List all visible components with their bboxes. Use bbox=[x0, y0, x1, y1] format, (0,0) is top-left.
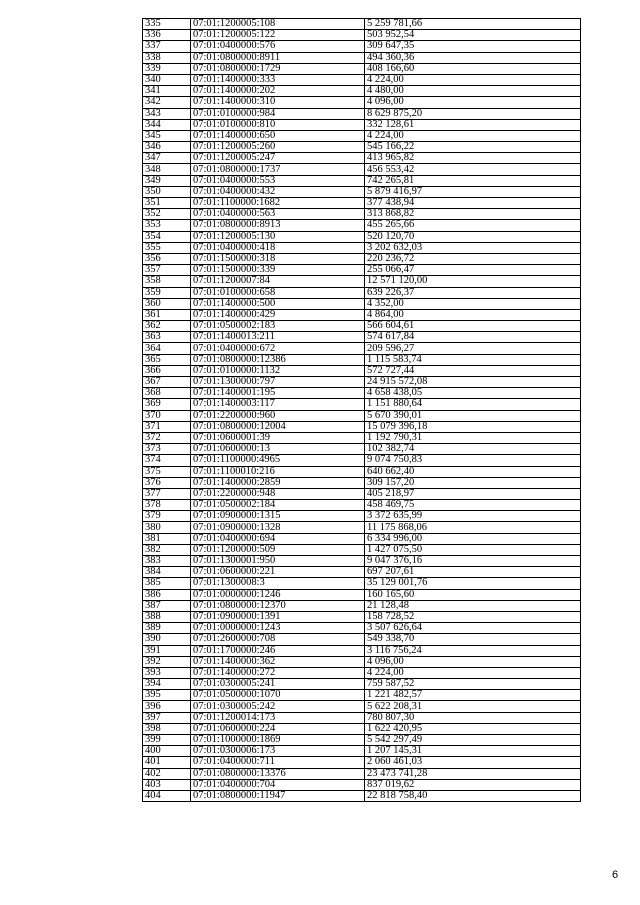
row-index-cell: 360 bbox=[143, 298, 191, 309]
cadastral-number-cell: 07:01:2600000:708 bbox=[191, 634, 365, 645]
row-index-cell: 402 bbox=[143, 768, 191, 779]
cadastral-number-cell: 07:01:1200005:122 bbox=[191, 30, 365, 41]
cadastral-number-cell: 07:01:1300001:950 bbox=[191, 556, 365, 567]
table-row bbox=[143, 533, 581, 544]
cadastral-number-cell: 07:01:0800000:12370 bbox=[191, 600, 365, 611]
table-row bbox=[143, 119, 581, 130]
row-index-cell: 368 bbox=[143, 388, 191, 399]
cadastral-value-cell: 759 587,52 bbox=[365, 679, 581, 690]
cadastral-value-cell: 455 265,66 bbox=[365, 220, 581, 231]
cadastral-value-cell: 5 670 390,01 bbox=[365, 410, 581, 421]
cadastral-number-cell: 07:01:0800000:1729 bbox=[191, 63, 365, 74]
table-row bbox=[143, 466, 581, 477]
cadastral-number-cell: 07:01:1400000:429 bbox=[191, 309, 365, 320]
table-row bbox=[143, 410, 581, 421]
row-index-cell: 373 bbox=[143, 444, 191, 455]
table-row bbox=[143, 600, 581, 611]
row-index-cell: 382 bbox=[143, 544, 191, 555]
cadastral-number-cell: 07:01:1400000:202 bbox=[191, 86, 365, 97]
row-index-cell: 394 bbox=[143, 679, 191, 690]
row-index-cell: 351 bbox=[143, 198, 191, 209]
row-index-cell: 370 bbox=[143, 410, 191, 421]
cadastral-value-cell: 209 596,27 bbox=[365, 343, 581, 354]
row-index-cell: 404 bbox=[143, 790, 191, 801]
cadastral-number-cell: 07:01:1200007:84 bbox=[191, 276, 365, 287]
row-index-cell: 354 bbox=[143, 231, 191, 242]
cadastral-number-cell: 07:01:0900000:1391 bbox=[191, 611, 365, 622]
row-index-cell: 395 bbox=[143, 690, 191, 701]
row-index-cell: 372 bbox=[143, 432, 191, 443]
table-row bbox=[143, 86, 581, 97]
cadastral-number-cell: 07:01:0800000:8911 bbox=[191, 52, 365, 63]
cadastral-value-cell: 1 192 790,31 bbox=[365, 432, 581, 443]
cadastral-value-cell: 3 372 635,99 bbox=[365, 511, 581, 522]
table-row bbox=[143, 768, 581, 779]
table-row bbox=[143, 712, 581, 723]
row-index-cell: 392 bbox=[143, 656, 191, 667]
cadastral-number-cell: 07:01:0800000:12004 bbox=[191, 421, 365, 432]
table-row bbox=[143, 377, 581, 388]
row-index-cell: 356 bbox=[143, 253, 191, 264]
table-row bbox=[143, 623, 581, 634]
table-row bbox=[143, 432, 581, 443]
cadastral-value-cell: 4 480,00 bbox=[365, 86, 581, 97]
row-index-cell: 387 bbox=[143, 600, 191, 611]
cadastral-value-cell: 503 952,54 bbox=[365, 30, 581, 41]
cadastral-value-cell: 309 647,35 bbox=[365, 41, 581, 52]
cadastral-number-cell: 07:01:1100000:1682 bbox=[191, 198, 365, 209]
table-row bbox=[143, 611, 581, 622]
cadastral-value-cell: 4 864,00 bbox=[365, 309, 581, 320]
row-index-cell: 348 bbox=[143, 164, 191, 175]
cadastral-number-cell: 07:01:0000000:1246 bbox=[191, 589, 365, 600]
row-index-cell: 352 bbox=[143, 209, 191, 220]
cadastral-number-cell: 07:01:0900000:1315 bbox=[191, 511, 365, 522]
table-row bbox=[143, 63, 581, 74]
cadastral-number-cell: 07:01:0500002:184 bbox=[191, 500, 365, 511]
cadastral-number-cell: 07:01:1400000:310 bbox=[191, 97, 365, 108]
cadastral-value-cell: 4 224,00 bbox=[365, 667, 581, 678]
cadastral-value-cell: 102 382,74 bbox=[365, 444, 581, 455]
cadastral-number-cell: 07:01:1200014:173 bbox=[191, 712, 365, 723]
cadastral-value-table bbox=[142, 18, 581, 802]
table-row bbox=[143, 690, 581, 701]
row-index-cell: 336 bbox=[143, 30, 191, 41]
row-index-cell: 378 bbox=[143, 500, 191, 511]
table-row bbox=[143, 757, 581, 768]
cadastral-value-cell: 549 338,70 bbox=[365, 634, 581, 645]
cadastral-value-cell: 1 622 420,95 bbox=[365, 723, 581, 734]
cadastral-number-cell: 07:01:1200005:260 bbox=[191, 142, 365, 153]
cadastral-value-cell: 408 166,60 bbox=[365, 63, 581, 74]
table-row bbox=[143, 209, 581, 220]
cadastral-number-cell: 07:01:1700000:246 bbox=[191, 645, 365, 656]
table-row bbox=[143, 186, 581, 197]
table-row bbox=[143, 388, 581, 399]
cadastral-value-cell: 494 360,36 bbox=[365, 52, 581, 63]
row-index-cell: 365 bbox=[143, 354, 191, 365]
table-row bbox=[143, 365, 581, 376]
table-row bbox=[143, 130, 581, 141]
table-row bbox=[143, 142, 581, 153]
cadastral-number-cell: 07:01:0100000:984 bbox=[191, 108, 365, 119]
row-index-cell: 339 bbox=[143, 63, 191, 74]
table-row bbox=[143, 544, 581, 555]
cadastral-number-cell: 07:01:1400000:272 bbox=[191, 667, 365, 678]
cadastral-value-cell: 5 542 297,49 bbox=[365, 735, 581, 746]
cadastral-value-cell: 780 807,30 bbox=[365, 712, 581, 723]
row-index-cell: 344 bbox=[143, 119, 191, 130]
row-index-cell: 397 bbox=[143, 712, 191, 723]
table-row bbox=[143, 399, 581, 410]
row-index-cell: 388 bbox=[143, 611, 191, 622]
cadastral-value-cell: 4 224,00 bbox=[365, 130, 581, 141]
row-index-cell: 350 bbox=[143, 186, 191, 197]
cadastral-value-cell: 2 060 461,03 bbox=[365, 757, 581, 768]
table-row bbox=[143, 746, 581, 757]
table-row bbox=[143, 567, 581, 578]
row-index-cell: 375 bbox=[143, 466, 191, 477]
cadastral-number-cell: 07:01:0400000:711 bbox=[191, 757, 365, 768]
table-row bbox=[143, 578, 581, 589]
cadastral-number-cell: 07:01:1100010:216 bbox=[191, 466, 365, 477]
table-row bbox=[143, 343, 581, 354]
cadastral-number-cell: 07:01:1300008:3 bbox=[191, 578, 365, 589]
cadastral-value-cell: 456 553,42 bbox=[365, 164, 581, 175]
cadastral-number-cell: 07:01:1200000:509 bbox=[191, 544, 365, 555]
cadastral-value-cell: 35 129 001,76 bbox=[365, 578, 581, 589]
cadastral-number-cell: 07:01:1200005:130 bbox=[191, 231, 365, 242]
cadastral-number-cell: 07:01:0400000:563 bbox=[191, 209, 365, 220]
row-index-cell: 399 bbox=[143, 735, 191, 746]
cadastral-value-cell: 5 259 781,66 bbox=[365, 19, 581, 30]
cadastral-value-cell: 1 115 583,74 bbox=[365, 354, 581, 365]
cadastral-value-cell: 158 728,52 bbox=[365, 611, 581, 622]
row-index-cell: 380 bbox=[143, 522, 191, 533]
cadastral-value-cell: 413 965,82 bbox=[365, 153, 581, 164]
table-row bbox=[143, 477, 581, 488]
cadastral-value-cell: 458 469,75 bbox=[365, 500, 581, 511]
cadastral-number-cell: 07:01:1500000:339 bbox=[191, 265, 365, 276]
cadastral-number-cell: 07:01:0400000:694 bbox=[191, 533, 365, 544]
row-index-cell: 357 bbox=[143, 265, 191, 276]
table-row bbox=[143, 645, 581, 656]
cadastral-value-cell: 12 571 120,00 bbox=[365, 276, 581, 287]
row-index-cell: 369 bbox=[143, 399, 191, 410]
row-index-cell: 366 bbox=[143, 365, 191, 376]
cadastral-value-cell: 545 166,22 bbox=[365, 142, 581, 153]
table-row bbox=[143, 667, 581, 678]
row-index-cell: 340 bbox=[143, 74, 191, 85]
table-row bbox=[143, 488, 581, 499]
cadastral-number-cell: 07:01:0400000:576 bbox=[191, 41, 365, 52]
cadastral-value-cell: 4 096,00 bbox=[365, 656, 581, 667]
table-row bbox=[143, 511, 581, 522]
cadastral-number-cell: 07:01:1200005:108 bbox=[191, 19, 365, 30]
cadastral-value-cell: 11 175 868,06 bbox=[365, 522, 581, 533]
table-row bbox=[143, 30, 581, 41]
cadastral-number-cell: 07:01:2200000:948 bbox=[191, 488, 365, 499]
table-row bbox=[143, 735, 581, 746]
table-row bbox=[143, 253, 581, 264]
cadastral-value-cell: 4 224,00 bbox=[365, 74, 581, 85]
table-row bbox=[143, 164, 581, 175]
cadastral-value-cell: 574 617,84 bbox=[365, 332, 581, 343]
row-index-cell: 355 bbox=[143, 242, 191, 253]
cadastral-number-cell: 07:01:1300000:797 bbox=[191, 377, 365, 388]
table-row bbox=[143, 242, 581, 253]
cadastral-value-cell: 742 265,81 bbox=[365, 175, 581, 186]
row-index-cell: 374 bbox=[143, 455, 191, 466]
cadastral-value-cell: 332 128,61 bbox=[365, 119, 581, 130]
cadastral-number-cell: 07:01:0600001:39 bbox=[191, 432, 365, 443]
cadastral-value-cell: 309 157,20 bbox=[365, 477, 581, 488]
cadastral-number-cell: 07:01:1400000:362 bbox=[191, 656, 365, 667]
cadastral-number-cell: 07:01:1100000:4965 bbox=[191, 455, 365, 466]
cadastral-number-cell: 07:01:0300005:242 bbox=[191, 701, 365, 712]
cadastral-number-cell: 07:01:1400000:333 bbox=[191, 74, 365, 85]
cadastral-number-cell: 07:01:1400000:650 bbox=[191, 130, 365, 141]
cadastral-number-cell: 07:01:1400001:195 bbox=[191, 388, 365, 399]
table-row bbox=[143, 287, 581, 298]
row-index-cell: 367 bbox=[143, 377, 191, 388]
table-row bbox=[143, 656, 581, 667]
cadastral-value-cell: 837 019,62 bbox=[365, 779, 581, 790]
cadastral-value-cell: 22 818 758,40 bbox=[365, 790, 581, 801]
cadastral-value-cell: 4 096,00 bbox=[365, 97, 581, 108]
cadastral-value-cell: 24 915 572,08 bbox=[365, 377, 581, 388]
table-row bbox=[143, 790, 581, 801]
cadastral-value-cell: 639 226,37 bbox=[365, 287, 581, 298]
cadastral-number-cell: 07:01:0600000:221 bbox=[191, 567, 365, 578]
table-row bbox=[143, 108, 581, 119]
cadastral-number-cell: 07:01:0400000:432 bbox=[191, 186, 365, 197]
table-row bbox=[143, 679, 581, 690]
cadastral-number-cell: 07:01:0300006:173 bbox=[191, 746, 365, 757]
cadastral-number-cell: 07:01:1200005:247 bbox=[191, 153, 365, 164]
cadastral-number-cell: 07:01:1000000:1869 bbox=[191, 735, 365, 746]
row-index-cell: 364 bbox=[143, 343, 191, 354]
cadastral-number-cell: 07:01:0100000:658 bbox=[191, 287, 365, 298]
cadastral-number-cell: 07:01:1400013:211 bbox=[191, 332, 365, 343]
cadastral-value-cell: 4 658 438,05 bbox=[365, 388, 581, 399]
cadastral-number-cell: 07:01:1400000:500 bbox=[191, 298, 365, 309]
cadastral-number-cell: 07:01:0600000:13 bbox=[191, 444, 365, 455]
cadastral-value-cell: 8 629 875,20 bbox=[365, 108, 581, 119]
cadastral-number-cell: 07:01:0400000:553 bbox=[191, 175, 365, 186]
table-row bbox=[143, 231, 581, 242]
table-row bbox=[143, 701, 581, 712]
row-index-cell: 403 bbox=[143, 779, 191, 790]
row-index-cell: 390 bbox=[143, 634, 191, 645]
cadastral-value-cell: 23 473 741,28 bbox=[365, 768, 581, 779]
cadastral-value-cell: 566 604,61 bbox=[365, 321, 581, 332]
page-number: 6 bbox=[612, 869, 619, 881]
row-index-cell: 353 bbox=[143, 220, 191, 231]
cadastral-value-cell: 1 151 880,64 bbox=[365, 399, 581, 410]
row-index-cell: 391 bbox=[143, 645, 191, 656]
table-row bbox=[143, 556, 581, 567]
cadastral-value-cell: 9 074 750,83 bbox=[365, 455, 581, 466]
row-index-cell: 338 bbox=[143, 52, 191, 63]
row-index-cell: 386 bbox=[143, 589, 191, 600]
row-index-cell: 398 bbox=[143, 723, 191, 734]
cadastral-value-cell: 4 352,00 bbox=[365, 298, 581, 309]
row-index-cell: 345 bbox=[143, 130, 191, 141]
cadastral-value-cell: 160 165,60 bbox=[365, 589, 581, 600]
table-row bbox=[143, 220, 581, 231]
cadastral-number-cell: 07:01:2200000:960 bbox=[191, 410, 365, 421]
table-row bbox=[143, 779, 581, 790]
row-index-cell: 384 bbox=[143, 567, 191, 578]
cadastral-number-cell: 07:01:0400000:418 bbox=[191, 242, 365, 253]
cadastral-value-cell: 220 236,72 bbox=[365, 253, 581, 264]
row-index-cell: 349 bbox=[143, 175, 191, 186]
cadastral-value-cell: 3 507 626,64 bbox=[365, 623, 581, 634]
cadastral-number-cell: 07:01:0100000:1132 bbox=[191, 365, 365, 376]
cadastral-number-cell: 07:01:0900000:1328 bbox=[191, 522, 365, 533]
table-row bbox=[143, 198, 581, 209]
table-row bbox=[143, 19, 581, 30]
row-index-cell: 371 bbox=[143, 421, 191, 432]
table-row bbox=[143, 723, 581, 734]
cadastral-number-cell: 07:01:0800000:11947 bbox=[191, 790, 365, 801]
cadastral-number-cell: 07:01:0800000:12386 bbox=[191, 354, 365, 365]
cadastral-number-cell: 07:01:0300005:241 bbox=[191, 679, 365, 690]
table-row bbox=[143, 97, 581, 108]
table-row bbox=[143, 74, 581, 85]
cadastral-value-cell: 405 218,97 bbox=[365, 488, 581, 499]
table-row bbox=[143, 276, 581, 287]
cadastral-value-cell: 520 120,70 bbox=[365, 231, 581, 242]
row-index-cell: 389 bbox=[143, 623, 191, 634]
cadastral-value-cell: 255 066,47 bbox=[365, 265, 581, 276]
table-row bbox=[143, 298, 581, 309]
cadastral-value-cell: 572 727,44 bbox=[365, 365, 581, 376]
table-row bbox=[143, 522, 581, 533]
cadastral-number-cell: 07:01:0400000:672 bbox=[191, 343, 365, 354]
cadastral-value-cell: 9 047 376,16 bbox=[365, 556, 581, 567]
row-index-cell: 359 bbox=[143, 287, 191, 298]
table-row bbox=[143, 175, 581, 186]
cadastral-number-cell: 07:01:0800000:1737 bbox=[191, 164, 365, 175]
row-index-cell: 376 bbox=[143, 477, 191, 488]
cadastral-value-cell: 1 221 482,57 bbox=[365, 690, 581, 701]
cadastral-number-cell: 07:01:0000000:1243 bbox=[191, 623, 365, 634]
row-index-cell: 385 bbox=[143, 578, 191, 589]
cadastral-value-cell: 6 334 996,00 bbox=[365, 533, 581, 544]
row-index-cell: 362 bbox=[143, 321, 191, 332]
cadastral-value-cell: 313 868,82 bbox=[365, 209, 581, 220]
table-row bbox=[143, 332, 581, 343]
row-index-cell: 346 bbox=[143, 142, 191, 153]
cadastral-number-cell: 07:01:1400003:117 bbox=[191, 399, 365, 410]
cadastral-value-cell: 1 427 075,50 bbox=[365, 544, 581, 555]
cadastral-number-cell: 07:01:0500000:1070 bbox=[191, 690, 365, 701]
cadastral-value-cell: 697 207,61 bbox=[365, 567, 581, 578]
cadastral-value-cell: 21 128,48 bbox=[365, 600, 581, 611]
row-index-cell: 342 bbox=[143, 97, 191, 108]
cadastral-value-cell: 5 622 208,31 bbox=[365, 701, 581, 712]
cadastral-number-cell: 07:01:0800000:13376 bbox=[191, 768, 365, 779]
cadastral-number-cell: 07:01:0600000:224 bbox=[191, 723, 365, 734]
cadastral-number-cell: 07:01:0100000:810 bbox=[191, 119, 365, 130]
table-row bbox=[143, 634, 581, 645]
row-index-cell: 379 bbox=[143, 511, 191, 522]
row-index-cell: 377 bbox=[143, 488, 191, 499]
cadastral-value-cell: 5 879 416,97 bbox=[365, 186, 581, 197]
table-row bbox=[143, 309, 581, 320]
row-index-cell: 347 bbox=[143, 153, 191, 164]
row-index-cell: 383 bbox=[143, 556, 191, 567]
table-row bbox=[143, 52, 581, 63]
table-row bbox=[143, 500, 581, 511]
row-index-cell: 358 bbox=[143, 276, 191, 287]
row-index-cell: 393 bbox=[143, 667, 191, 678]
cadastral-value-cell: 3 116 756,24 bbox=[365, 645, 581, 656]
cadastral-value-cell: 1 207 145,31 bbox=[365, 746, 581, 757]
row-index-cell: 337 bbox=[143, 41, 191, 52]
row-index-cell: 335 bbox=[143, 19, 191, 30]
cadastral-value-cell: 3 202 632,03 bbox=[365, 242, 581, 253]
table-body bbox=[143, 19, 581, 802]
row-index-cell: 343 bbox=[143, 108, 191, 119]
table-row bbox=[143, 444, 581, 455]
cadastral-value-cell: 377 438,94 bbox=[365, 198, 581, 209]
cadastral-number-cell: 07:01:0800000:8913 bbox=[191, 220, 365, 231]
row-index-cell: 400 bbox=[143, 746, 191, 757]
table-row bbox=[143, 41, 581, 52]
cadastral-number-cell: 07:01:1400000:2859 bbox=[191, 477, 365, 488]
table-row bbox=[143, 321, 581, 332]
table-row bbox=[143, 455, 581, 466]
row-index-cell: 363 bbox=[143, 332, 191, 343]
row-index-cell: 401 bbox=[143, 757, 191, 768]
row-index-cell: 396 bbox=[143, 701, 191, 712]
cadastral-value-cell: 640 662,40 bbox=[365, 466, 581, 477]
row-index-cell: 381 bbox=[143, 533, 191, 544]
cadastral-number-cell: 07:01:0500002:183 bbox=[191, 321, 365, 332]
table-row bbox=[143, 265, 581, 276]
cadastral-number-cell: 07:01:1500000:318 bbox=[191, 253, 365, 264]
table-row bbox=[143, 421, 581, 432]
row-index-cell: 341 bbox=[143, 86, 191, 97]
cadastral-value-cell: 15 079 396,18 bbox=[365, 421, 581, 432]
row-index-cell: 361 bbox=[143, 309, 191, 320]
cadastral-number-cell: 07:01:0400000:704 bbox=[191, 779, 365, 790]
table-row bbox=[143, 589, 581, 600]
table-row bbox=[143, 153, 581, 164]
table-row bbox=[143, 354, 581, 365]
